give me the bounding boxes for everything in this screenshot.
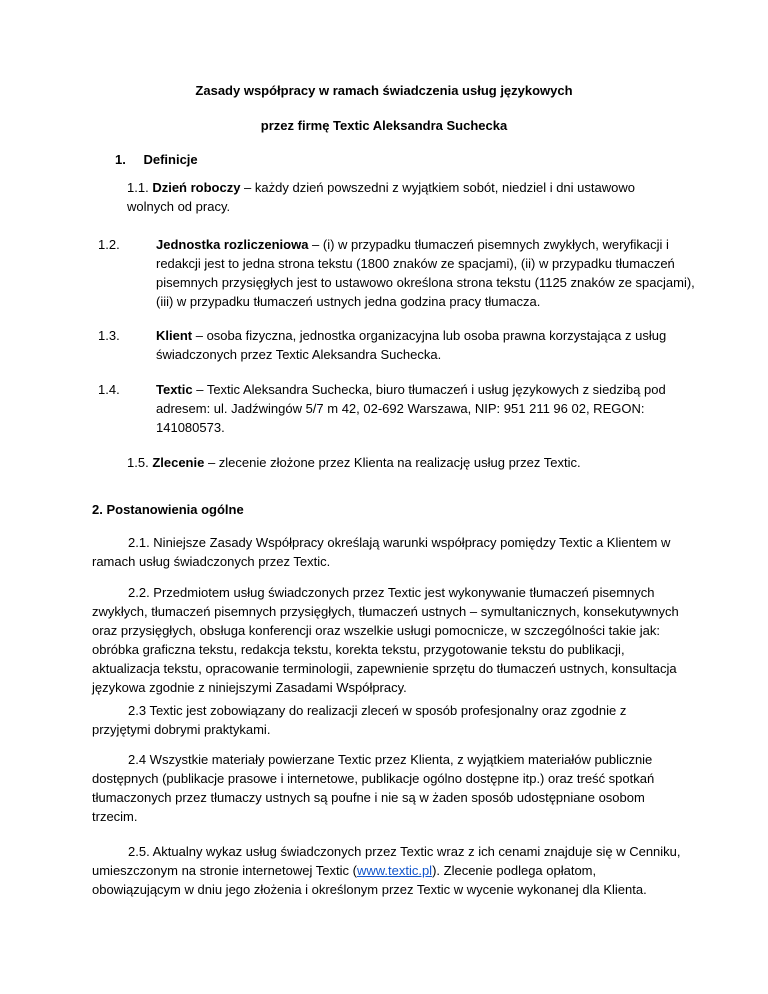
paragraph-2-1: 2.1. Niniejsze Zasady Współpracy określają warunki współpracy pomiędzy Textic a Klientem w ramach usług świadczonych przez Textic. xyxy=(92,535,671,569)
paragraph-2-2: 2.2. Przedmiotem usług świadczonych przez Textic jest wykonywanie tłumaczeń pisemnych zwykłych, tłumaczeń pisemnych przysięgłych, tłumaczeń ustnych – symultanicznych, konsekutywnych oraz przysięgłych, obsługa konferencji oraz wszelkie usługi pomocnicze, w szczególności takie jak: obróbka graficzna tekstu, redakcja tekstu, korekta tekstu, przygotowanie tekstu do publikacji, aktualizacja tekstu, opracowanie terminologii, zapewnienie sprzętu do tłumaczeń ustnych, konsultacja językowa zgodnie z niniejszymi Zasadami Współpracy. xyxy=(92,585,679,695)
definition-term: Dzień roboczy xyxy=(152,180,241,195)
section1-title: Definicje xyxy=(143,152,198,167)
definition-term: Jednostka rozliczeniowa xyxy=(156,237,309,252)
definition-term: Textic xyxy=(156,382,193,397)
paragraph-2-5: 2.5. Aktualny wykaz usług świadczonych przez Textic wraz z ich cenami znajduje się w Cenniku, umieszczonym na stronie internetowej Textic (www.textic.pl). Zlecenie podlega opłatom, obowiązującym w dniu jego złożenia i określonym przez Textic w wycenie wykonanej dla Klienta. xyxy=(92,844,681,897)
textic-website-link[interactable]: www.textic.pl xyxy=(356,863,433,878)
definition-term: Zlecenie xyxy=(152,455,205,470)
definition-item: 1.5. Zlecenie – zlecenie złożone przez Klienta na realizację usług przez Textic. xyxy=(127,455,581,470)
definition-item: 1.2. Jednostka rozliczeniowa – (i) w przypadku tłumaczeń pisemnych zwykłych, weryfikacji i redakcji jest to jedna strona tekstu (1800 znaków ze spacjami), (ii) w przypadku tłumaczeń pisemnych przysięgłych jest to ustawowo określona strona tekstu (1125 znaków ze spacjami), (iii) w przypadku tłumaczeń ustnych jedna godzina pracy tłumacza. xyxy=(98,237,695,309)
paragraph-2-3: 2.3 Textic jest zobowiązany do realizacji zleceń w sposób profesjonalny oraz zgodnie z przyjętymi dobrymi praktykami. xyxy=(92,703,627,737)
definition-term: Klient xyxy=(156,328,193,343)
section2-heading: 2. Postanowienia ogólne xyxy=(92,502,244,517)
document-title-line1: Zasady współpracy w ramach świadczenia usług językowych xyxy=(195,83,573,98)
paragraph-2-4: 2.4 Wszystkie materiały powierzane Textic przez Klienta, z wyjątkiem materiałów publicznie dostępnych (publikacje prasowe i internetowe, publikacje ogólno dostępne itp.) oraz treść spotkań tłumaczonych przez tłumaczy ustnych są poufne i nie są w żaden sposób udostępniane osobom trzecim. xyxy=(92,752,655,824)
section1-heading xyxy=(115,150,198,169)
definition-item: 1.3. Klient – osoba fizyczna, jednostka organizacyjna lub osoba prawna korzystająca z usług świadczonych przez Textic Aleksandra Suchecka. xyxy=(98,328,667,362)
document-title-line2: przez firmę Textic Aleksandra Suchecka xyxy=(260,118,508,133)
definition-item: 1.4. Textic – Textic Aleksandra Suchecka, biuro tłumaczeń i usług językowych z siedzibą pod adresem: ul. Jadźwingów 5/7 m 42, 02-692 Warszawa, NIP: 951 211 96 02, REGON: 141080573. xyxy=(98,382,666,435)
definition-item: 1.1. Dzień roboczy – każdy dzień powszedni z wyjątkiem sobót, niedziel i dni ustawowo wolnych od pracy. xyxy=(127,180,635,214)
section1-number: 1. xyxy=(115,152,126,167)
